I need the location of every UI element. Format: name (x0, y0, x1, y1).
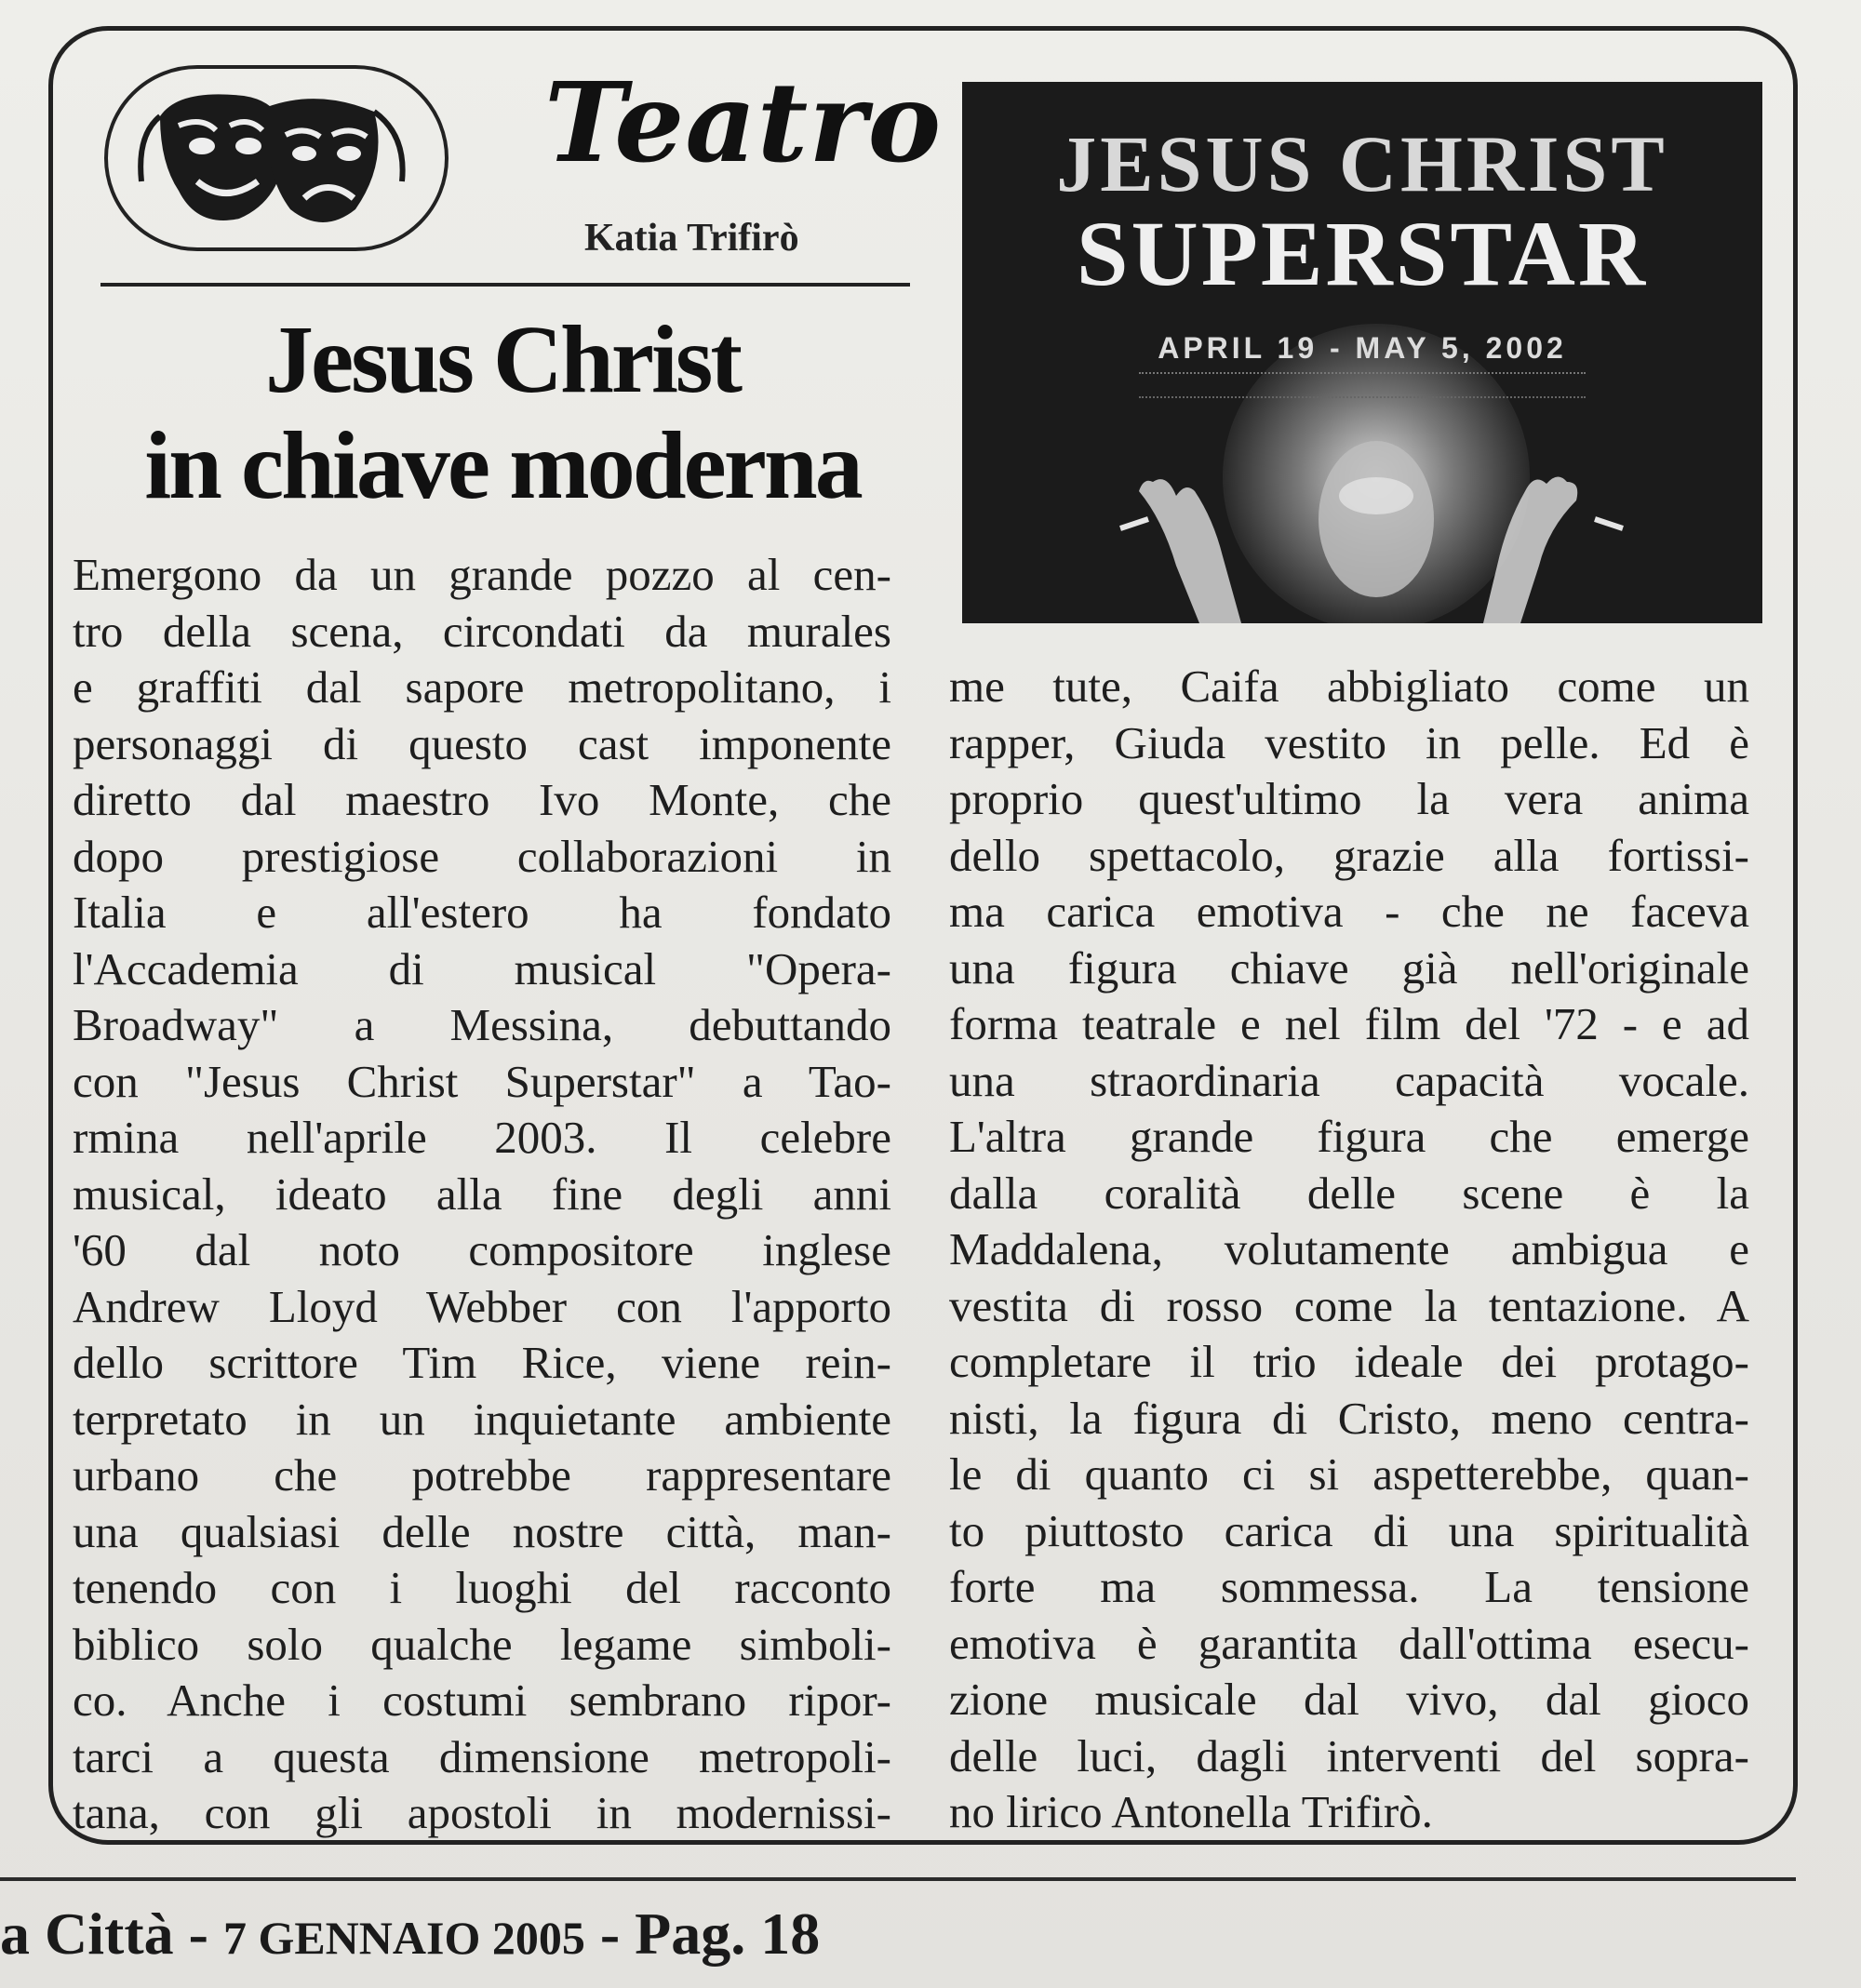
body-line: tro della scena, circondati da murales (73, 605, 891, 657)
body-line: delle luci, dagli interventi del sopra- (949, 1729, 1749, 1781)
footer-divider (0, 1877, 1796, 1881)
body-line: una straordinaria capacità vocale. (949, 1054, 1749, 1106)
article-column-left (73, 547, 891, 1838)
body-line: emotiva è garantita dall'ottima esecu- (949, 1617, 1749, 1669)
body-line: to piuttosto carica di una spiritualità (949, 1504, 1749, 1556)
body-line: Broadway" a Messina, debuttando (73, 999, 891, 1050)
article-column-right (949, 659, 1749, 1837)
body-line: forma teatrale e nel film del '72 - e ad (949, 998, 1749, 1049)
body-line: terpretato in un inquietante ambiente (73, 1393, 891, 1445)
footer-separator: - (173, 1901, 223, 1967)
body-line: completare il trio ideale dei protago- (949, 1336, 1749, 1387)
headline-line-1: Jesus Christ (264, 306, 741, 413)
poster-dates: APRIL 19 - MAY 5, 2002 (1158, 331, 1567, 365)
body-line: dello spettacolo, grazie alla fortissi- (949, 829, 1749, 881)
body-line: Andrew Lloyd Webber con l'apporto (73, 1280, 891, 1332)
body-line: ma carica emotiva - che ne faceva (949, 886, 1749, 937)
body-line: personaggi di questo cast imponente (73, 717, 891, 769)
header-divider (100, 283, 910, 287)
body-line: rapper, Giuda vestito in pelle. Ed è (949, 716, 1749, 768)
body-line: l'Accademia di musical "Opera- (73, 942, 891, 994)
body-line: L'altra grande figura che emerge (949, 1111, 1749, 1162)
body-line: tana, con gli apostoli in modernissi- (73, 1787, 891, 1838)
body-line: rmina nell'aprile 2003. Il celebre (73, 1112, 891, 1163)
body-line: proprio quest'ultimo la vera anima (949, 773, 1749, 824)
body-line: forte ma sommessa. La tensione (949, 1561, 1749, 1612)
body-line: vestita di rosso come la tentazione. A (949, 1279, 1749, 1331)
body-line: musical, ideato alla fine degli anni (73, 1167, 891, 1220)
body-line: le di quanto ci si aspetterebbe, quan- (949, 1448, 1749, 1500)
page-footer (0, 1900, 1303, 1974)
body-line: tarci a questa dimensione metropoli- (73, 1730, 891, 1782)
theater-logo (104, 65, 449, 251)
footer-separator: - (584, 1901, 636, 1967)
body-line: una qualsiasi delle nostre città, man- (73, 1505, 891, 1557)
body-line: nisti, la figura di Cristo, meno centra- (949, 1392, 1749, 1444)
body-line: una figura chiave già nell'originale (949, 941, 1749, 994)
body-line: tenendo con i luoghi del racconto (73, 1562, 891, 1613)
body-line: co. Anche i costumi sembrano ripor- (73, 1674, 891, 1726)
body-line: zione musicale dal vivo, dal gioco (949, 1674, 1749, 1725)
body-line: '60 dal noto compositore inglese (73, 1224, 891, 1275)
article-headline (84, 307, 921, 519)
poster-title-line-2: SUPERSTAR (1076, 202, 1649, 305)
issue-date: 7 GENNAIO 2005 (222, 1912, 585, 1964)
body-line: Italia e all'estero ha fondato (73, 887, 891, 938)
body-line: dalla coralità delle scene è la (949, 1167, 1749, 1219)
body-line: no lirico Antonella Trifirò. (949, 1786, 1433, 1837)
poster-title-line-1: JESUS CHRIST (1056, 119, 1668, 208)
poster-figure-illustration (962, 82, 1762, 623)
body-line: con "Jesus Christ Superstar" a Tao- (73, 1055, 891, 1107)
body-line: dopo prestigiose collaborazioni in (73, 830, 891, 882)
body-line: Maddalena, volutamente ambigua e (949, 1223, 1749, 1274)
show-poster (962, 82, 1762, 623)
body-line: diretto dal maestro Ivo Monte, che (73, 774, 891, 825)
publication-name: a Città (0, 1901, 174, 1967)
page-number: Pag. 18 (635, 1901, 821, 1967)
body-line: me tute, Caifa abbigliato come un (949, 660, 1749, 712)
body-line: urbano che potrebbe rappresentare (73, 1449, 891, 1501)
body-line: dello scrittore Tim Rice, viene rein- (73, 1337, 891, 1388)
section-title: Teatro (544, 58, 943, 187)
body-line: Emergono da un grande pozzo al cen- (73, 549, 891, 600)
theater-masks-icon (123, 79, 430, 237)
body-line: e graffiti dal sapore metropolitano, i (73, 661, 891, 713)
headline-line-2: in chiave moderna (144, 412, 861, 519)
author-byline: Katia Trifirò (584, 217, 799, 260)
body-line: biblico solo qualche legame simboli- (73, 1618, 891, 1670)
